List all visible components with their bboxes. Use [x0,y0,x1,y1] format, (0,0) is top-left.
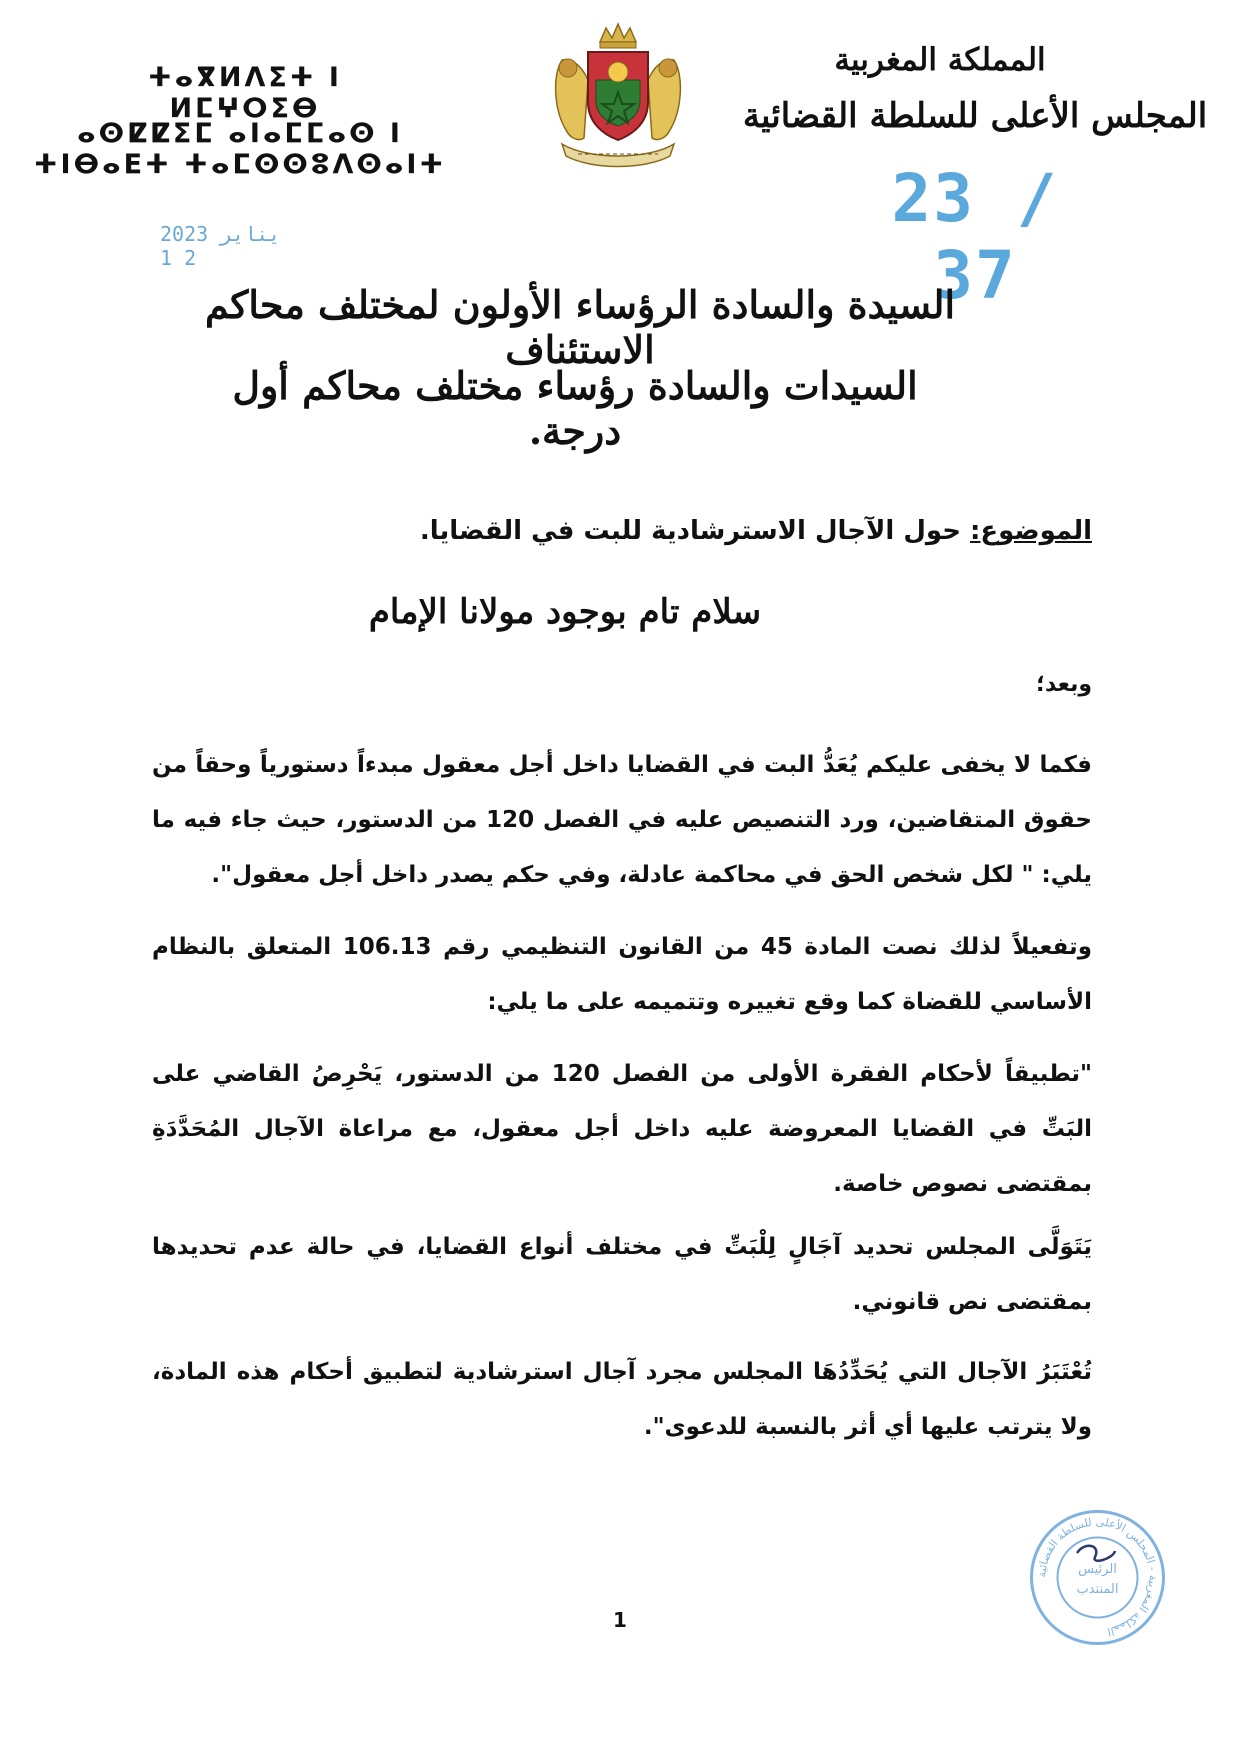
reference-number: 23 / 37 [891,160,1059,314]
seal-ring-text: المملكة المغربية - المجلس الأعلى للسلطة القضائية [1035,1515,1160,1639]
subject-text: حول الآجال الاسترشادية للبت في القضايا. [419,516,970,546]
subject-label: الموضوع: [970,516,1092,546]
date-stamp [160,222,300,270]
subject-line [192,516,1092,546]
seal-center-line1: الرئيس [1078,1562,1117,1577]
date-stamp-text: 2023 يناير 2 1 [160,222,281,270]
body-paragraph-1: فكما لا يخفى عليكم يُعَدُّ البت في القضايا داخل أجل معقول مبدءاً دستورياً وحقاً من حقوق المتقاضين، ورد التنصيص عليه في الفصل 120 من الدستور، حيث جاء فيه ما يلي: " لكل شخص الحق في محاكمة عادلة، وفي حكم يصدر داخل أجل معقول". [152,752,1092,888]
official-seal-icon [1025,1505,1170,1650]
addressee-line-1: السيدة والسادة الرؤساء الأولون لمختلف محاكم الاستئناف [204,282,956,372]
council-header: المجلس الأعلى للسلطة القضائية [742,96,1208,136]
addressee-line-2: السيدات والسادة رؤساء مختلف محاكم أول درجة. [232,363,918,453]
body-paragraph-4: يَتَوَلَّى المجلس تحديد آجَالٍ لِلْبَتِّ في مختلف أنواع القضايا، في حالة عدم تحديدها بمقتضى نص قانوني. [152,1234,1092,1315]
tifinagh-header-line2: ⴰⵙⵇⵇⵉⵎ ⴰⵏⴰⵎⵎⴰⵙ ⵏ ⵜⵏⴱⴰⴹⵜ ⵜⴰⵎⵙⵙⵓⴷⵙⴰⵏⵜ [33,118,447,180]
body-paragraph-3: "تطبيقاً لأحكام الفقرة الأولى من الفصل 120 من الدستور، يَحْرِصُ القاضي على البَتِّ في القضايا المعروضة عليه داخل أجل معقول، مع مراعاة الآجال المُحَدَّدَةِ بمقتضى نصوص خاصة. [152,1061,1092,1197]
greeting: سلام تام بوجود مولانا الإمام [368,592,762,632]
royal-coat-of-arms-icon [548,20,688,170]
seal-center-line2: المنتدب [1076,1582,1119,1597]
body-paragraph-2: وتفعيلاً لذلك نصت المادة 45 من القانون التنظيمي رقم 106.13 المتعلق بالنظام الأساسي للقضاة كما وقع تغييره وتتميمه على ما يلي: [152,934,1092,1015]
body-paragraph-5: تُعْتَبَرُ الآجال التي يُحَدِّدُهَا المجلس مجرد آجال استرشادية لتطبيق أحكام هذه المادة، ولا يترتب عليها أي أثر بالنسبة للدعوى". [152,1359,1092,1440]
opening-word: وبعد؛ [1036,672,1092,697]
tifinagh-header-line1: ⵜⴰⴳⵍⴷⵉⵜ ⵏ ⵍⵎⵖⵔⵉⴱ [148,62,342,124]
page-number: 1 [613,1608,627,1632]
kingdom-header: المملكة المغربية [834,42,1046,78]
